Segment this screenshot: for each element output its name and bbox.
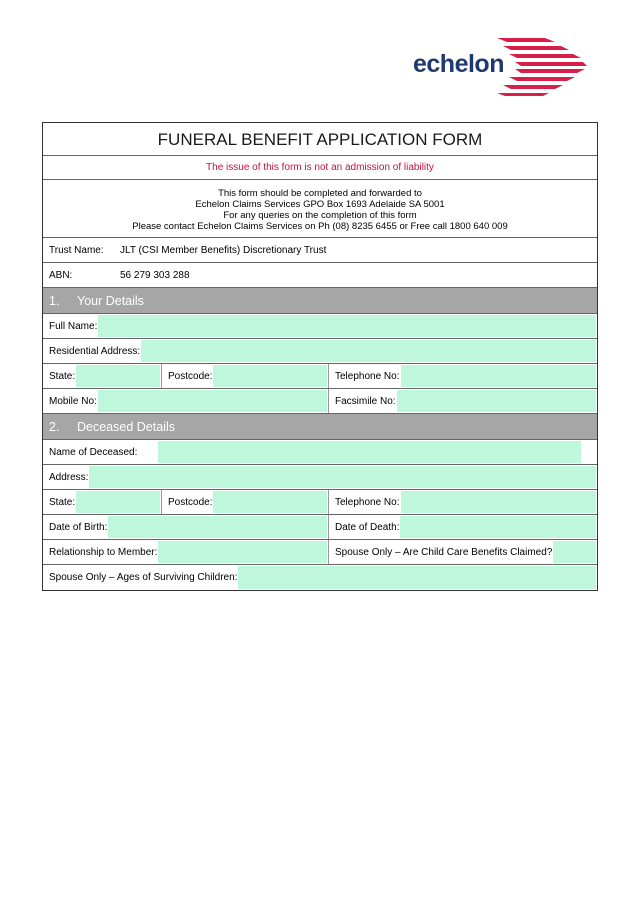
section-your-details-header (43, 288, 597, 314)
name-of-deceased-cell (43, 440, 582, 464)
name-of-deceased-field[interactable] (158, 441, 581, 463)
deceased-state-label: State: (49, 497, 76, 508)
child-care-field[interactable] (553, 541, 596, 563)
state-field[interactable] (76, 365, 160, 387)
full-name-cell (43, 314, 597, 338)
trust-name-label: Trust Name: (49, 245, 104, 256)
red-stripes-arrow-icon (497, 36, 589, 96)
section-title: Deceased Details (77, 420, 175, 434)
postcode-field[interactable] (213, 365, 327, 387)
state-label: State: (49, 371, 76, 382)
abn-row (43, 263, 597, 288)
deceased-address-field[interactable] (89, 466, 596, 488)
date-of-death-label: Date of Death: (335, 522, 400, 533)
deceased-address-label: Address: (49, 472, 89, 483)
date-of-death-field[interactable] (400, 516, 596, 538)
full-name-row (43, 314, 597, 339)
mobile-fax-row (43, 389, 597, 414)
relationship-label: Relationship to Member: (49, 547, 158, 558)
section-deceased-details-header (43, 414, 597, 440)
deceased-postcode-field[interactable] (213, 491, 327, 513)
trust-name-value: JLT (CSI Member Benefits) Discretionary Trust (120, 245, 327, 256)
logo-wordmark: echelon (413, 50, 504, 78)
state-postcode-phone-row (43, 364, 597, 389)
deceased-address-row (43, 465, 597, 490)
facsimile-field[interactable] (397, 390, 596, 412)
full-name-label: Full Name: (49, 321, 98, 332)
residential-address-row (43, 339, 597, 364)
telephone-field[interactable] (401, 365, 597, 387)
date-of-death-cell (328, 515, 597, 539)
echelon-logo (413, 36, 589, 96)
form-title: FUNERAL BENEFIT APPLICATION FORM (43, 123, 597, 156)
date-of-birth-label: Date of Birth: (49, 522, 108, 533)
residential-address-cell (43, 339, 597, 363)
mobile-label: Mobile No: (49, 396, 97, 407)
mobile-cell (43, 389, 328, 413)
info-line: Please contact Echelon Claims Services on Ph (08) 8235 6455 or Free call 1800 640 009 (132, 221, 508, 232)
section-number: 1. (49, 294, 60, 308)
residential-address-label: Residential Address: (49, 346, 141, 357)
child-care-cell (328, 540, 597, 564)
dates-row (43, 515, 597, 540)
telephone-label: Telephone No: (335, 371, 400, 382)
deceased-address-cell (43, 465, 597, 489)
deceased-state-postcode-phone-row (43, 490, 597, 515)
deceased-state-cell (43, 490, 161, 514)
abn-value: 56 279 303 288 (120, 270, 190, 281)
submission-info (43, 180, 597, 238)
name-of-deceased-label: Name of Deceased: (49, 447, 138, 458)
residential-address-field[interactable] (141, 340, 596, 362)
date-of-birth-cell (43, 515, 328, 539)
child-care-label: Spouse Only – Are Child Care Benefits Claimed? (335, 547, 553, 558)
date-of-birth-field[interactable] (108, 516, 327, 538)
deceased-postcode-cell (161, 490, 328, 514)
name-of-deceased-row (43, 440, 597, 465)
postcode-cell (161, 364, 328, 388)
children-ages-row (43, 565, 597, 590)
children-ages-field[interactable] (238, 566, 596, 589)
children-ages-cell (43, 565, 597, 590)
deceased-postcode-label: Postcode: (168, 497, 213, 508)
relationship-field[interactable] (158, 541, 327, 563)
deceased-telephone-field[interactable] (401, 491, 597, 513)
deceased-telephone-cell (328, 490, 597, 514)
mobile-field[interactable] (98, 390, 327, 412)
application-form (42, 122, 598, 591)
relationship-cell (43, 540, 328, 564)
relationship-row (43, 540, 597, 565)
facsimile-label: Facsimile No: (335, 396, 396, 407)
section-title: Your Details (77, 294, 144, 308)
trust-name-row (43, 238, 597, 263)
deceased-state-field[interactable] (76, 491, 160, 513)
info-line: Echelon Claims Services GPO Box 1693 Adelaide SA 5001 (195, 199, 445, 210)
deceased-telephone-label: Telephone No: (335, 497, 400, 508)
facsimile-cell (328, 389, 597, 413)
postcode-label: Postcode: (168, 371, 213, 382)
liability-disclaimer: The issue of this form is not an admission of liability (43, 156, 597, 180)
abn-label: ABN: (49, 270, 73, 281)
children-ages-label: Spouse Only – Ages of Surviving Children: (49, 572, 238, 583)
full-name-field[interactable] (98, 315, 596, 337)
info-line: This form should be completed and forwarded to (218, 188, 422, 199)
info-line: For any queries on the completion of this form (223, 210, 417, 221)
telephone-cell (328, 364, 597, 388)
state-cell (43, 364, 161, 388)
section-number: 2. (49, 420, 60, 434)
